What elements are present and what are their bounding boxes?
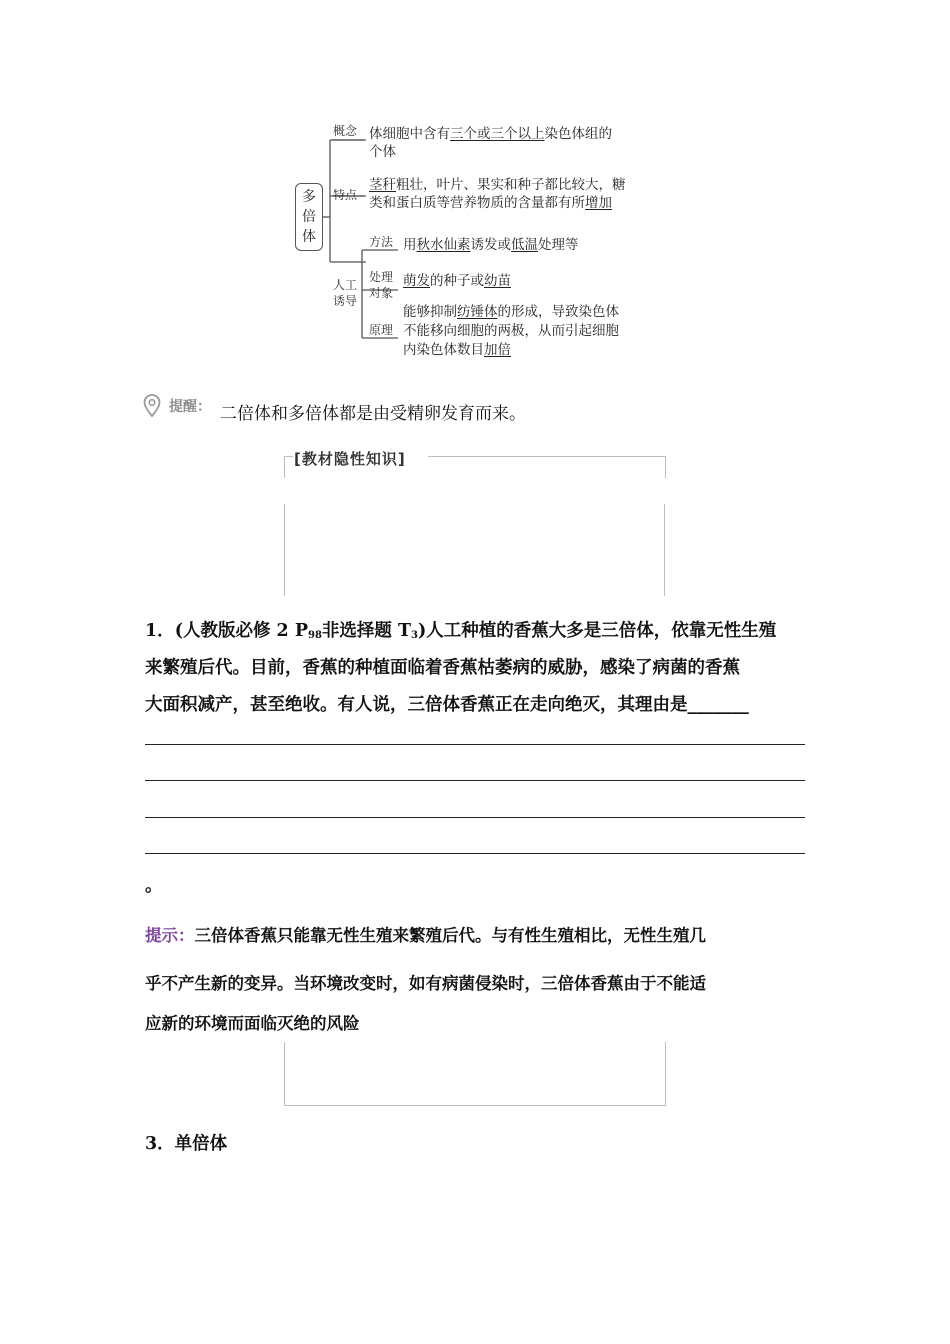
box-top-right-corner <box>428 456 666 478</box>
target-label-line1: 处理 <box>369 270 394 284</box>
method-text-e: 处理等 <box>538 237 579 253</box>
hint-line-1 <box>145 922 706 946</box>
induction-label-line2: 诱导 <box>333 294 358 308</box>
location-pin-icon <box>143 394 161 418</box>
concept-text-c: 染色体组的 <box>544 126 612 142</box>
method-text <box>403 236 579 254</box>
features-text-b: 粗壮，叶片、果实和种子都比较大，糖 <box>396 177 626 193</box>
features-text-line2 <box>369 194 612 212</box>
principle-text-line2: 不能移向细胞的两极，从而引起细胞 <box>403 323 619 339</box>
hint-text-line1: 三倍体香蕉只能靠无性生殖来繁殖后代。与有性生殖相比，无性生殖几 <box>194 926 706 945</box>
target-label-line2: 对象 <box>369 286 394 300</box>
features-label: 特点 <box>333 188 358 202</box>
polyploid-concept-diagram <box>0 0 950 380</box>
reminder-label: 提醒： <box>169 399 211 415</box>
answer-blank-line[interactable] <box>145 817 805 818</box>
answer-end-mark: 。 <box>145 876 163 896</box>
question-line-2: 来繁殖后代。目前，香蕉的种植面临着香蕉枯萎病的威胁，感染了病菌的香蕉 <box>145 658 740 678</box>
features-text-line1 <box>369 176 626 194</box>
target-key-term-germinating: 萌发 <box>403 273 430 289</box>
answer-blank-line[interactable] <box>145 744 805 745</box>
method-label: 方法 <box>369 235 394 249</box>
target-text-b: 的种子或 <box>430 273 484 289</box>
concept-text-a: 体细胞中含有 <box>369 126 450 142</box>
hint-label: 提示： <box>145 926 195 945</box>
question-line-3: 大面积减产，甚至绝收。有人说，三倍体香蕉正在走向绝灭，其理由是_______ <box>145 695 749 715</box>
features-key-term-increase: 增加 <box>585 195 612 211</box>
root-label: 多倍体 <box>302 189 316 245</box>
concept-text-line2: 个体 <box>369 144 396 160</box>
box-top-left-corner <box>284 456 293 478</box>
question-line-1 <box>145 617 776 642</box>
box-bottom-frame <box>284 1042 666 1106</box>
induction-label-line1: 人工 <box>333 278 358 292</box>
principle-text-a: 能够抑制 <box>403 304 457 320</box>
question-source-a: (人教版必修 2 P <box>174 621 308 641</box>
principle-key-term-spindle: 纺锤体 <box>457 304 498 320</box>
target-key-term-seedling: 幼苗 <box>484 273 511 289</box>
principle-text-line3 <box>403 341 511 359</box>
principle-label: 原理 <box>369 323 394 337</box>
hint-line-2: 乎不产生新的变异。当环境改变时，如有病菌侵染时，三倍体香蕉由于不能适 <box>145 974 706 993</box>
method-text-c: 诱发或 <box>470 237 511 253</box>
box-left-edge <box>284 504 285 596</box>
question-source-page: 98 <box>308 630 322 641</box>
features-key-term-stem: 茎秆 <box>369 177 396 193</box>
box-title: [教材隐性知识] <box>294 450 406 468</box>
hint-line-3: 应新的环境而面临灭绝的风险 <box>145 1014 360 1033</box>
box-right-edge <box>664 504 665 596</box>
answer-blank-line[interactable] <box>145 780 805 781</box>
principle-text-d: 内染色体数目 <box>403 342 484 358</box>
concept-text-line1 <box>369 125 612 143</box>
answer-blank-line[interactable] <box>145 853 805 854</box>
principle-text-line1 <box>403 303 619 321</box>
method-key-term-colchicine: 秋水仙素 <box>416 237 471 253</box>
polyploid-root-node <box>295 183 323 251</box>
question-source-number: 3 <box>411 630 419 641</box>
principle-key-term-doubling: 加倍 <box>484 342 511 358</box>
reminder-text: 二倍体和多倍体都是由受精卵发育而来。 <box>220 404 526 424</box>
section-heading: 3．单倍体 <box>145 1134 228 1154</box>
question-source-b: 非选择题 T <box>321 621 412 641</box>
question-text-line1: 人工种植的香蕉大多是三倍体，依靠无性生殖 <box>426 621 777 641</box>
question-source-c: ) <box>418 621 427 641</box>
method-text-a: 用 <box>403 237 417 253</box>
concept-label: 概念 <box>333 124 358 138</box>
target-text <box>403 272 511 290</box>
method-key-term-low-temp: 低温 <box>511 237 538 253</box>
concept-key-term: 三个或三个以上 <box>450 126 545 142</box>
features-text-c: 类和蛋白质等营养物质的含量都有所 <box>369 195 585 211</box>
principle-text-c: 的形成，导致染色体 <box>497 304 619 320</box>
question-number: 1． <box>145 621 175 641</box>
